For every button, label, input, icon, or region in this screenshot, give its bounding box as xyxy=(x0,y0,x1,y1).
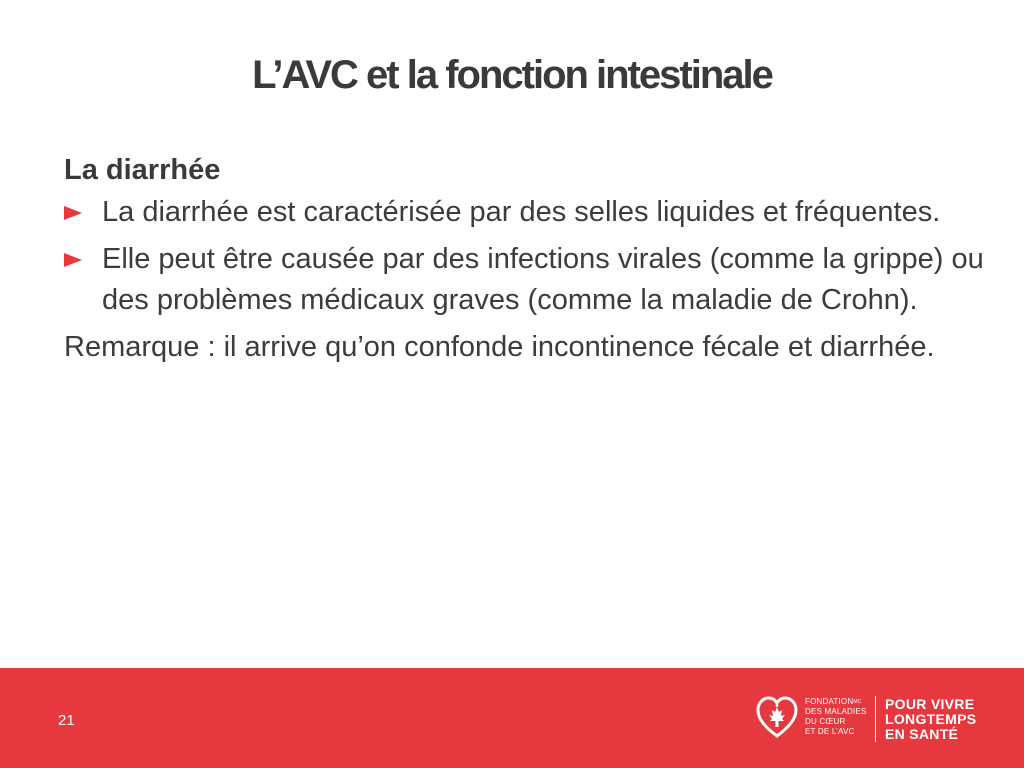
section-heading: La diarrhée xyxy=(64,154,221,186)
slide-content xyxy=(64,150,984,368)
footer-bar xyxy=(0,668,1024,768)
logo-line-2: DES MALADIES xyxy=(805,707,867,716)
slogan-line-1: POUR VIVRE xyxy=(885,696,975,712)
logo-line-3: DU CŒUR xyxy=(805,717,846,726)
bullet-text: La diarrhée est caractérisée par des selles liquides et fréquentes. xyxy=(102,196,941,228)
bullet-text: Elle peut être causée par des infections virales (comme la grippe) ou des problèmes médicaux graves (comme la maladie de Crohn). xyxy=(102,243,984,316)
logo-divider xyxy=(875,696,876,742)
bullet-arrow-icon xyxy=(64,206,82,220)
slogan xyxy=(885,697,976,742)
slogan-line-2: LONGTEMPS xyxy=(885,711,977,727)
slide-title: L’AVC et la fonction intestinale xyxy=(252,53,772,97)
bullet-item xyxy=(64,192,984,233)
bullet-arrow-icon xyxy=(64,253,82,267)
logo-line-1: FONDATION xyxy=(805,697,854,706)
page-number: 21 xyxy=(58,712,75,729)
slogan-line-3: EN SANTÉ xyxy=(885,726,959,742)
foundation-name xyxy=(805,697,867,737)
heart-maple-leaf-icon xyxy=(755,694,799,740)
logo-line-4: ET DE L’AVC xyxy=(805,727,855,736)
trademark: MC xyxy=(853,699,862,705)
remark-note: Remarque : il arrive qu’on confonde incontinence fécale et diarrhée. xyxy=(64,331,935,363)
bullet-list xyxy=(64,192,984,321)
foundation-logo xyxy=(755,692,1005,746)
bullet-item xyxy=(64,239,984,321)
